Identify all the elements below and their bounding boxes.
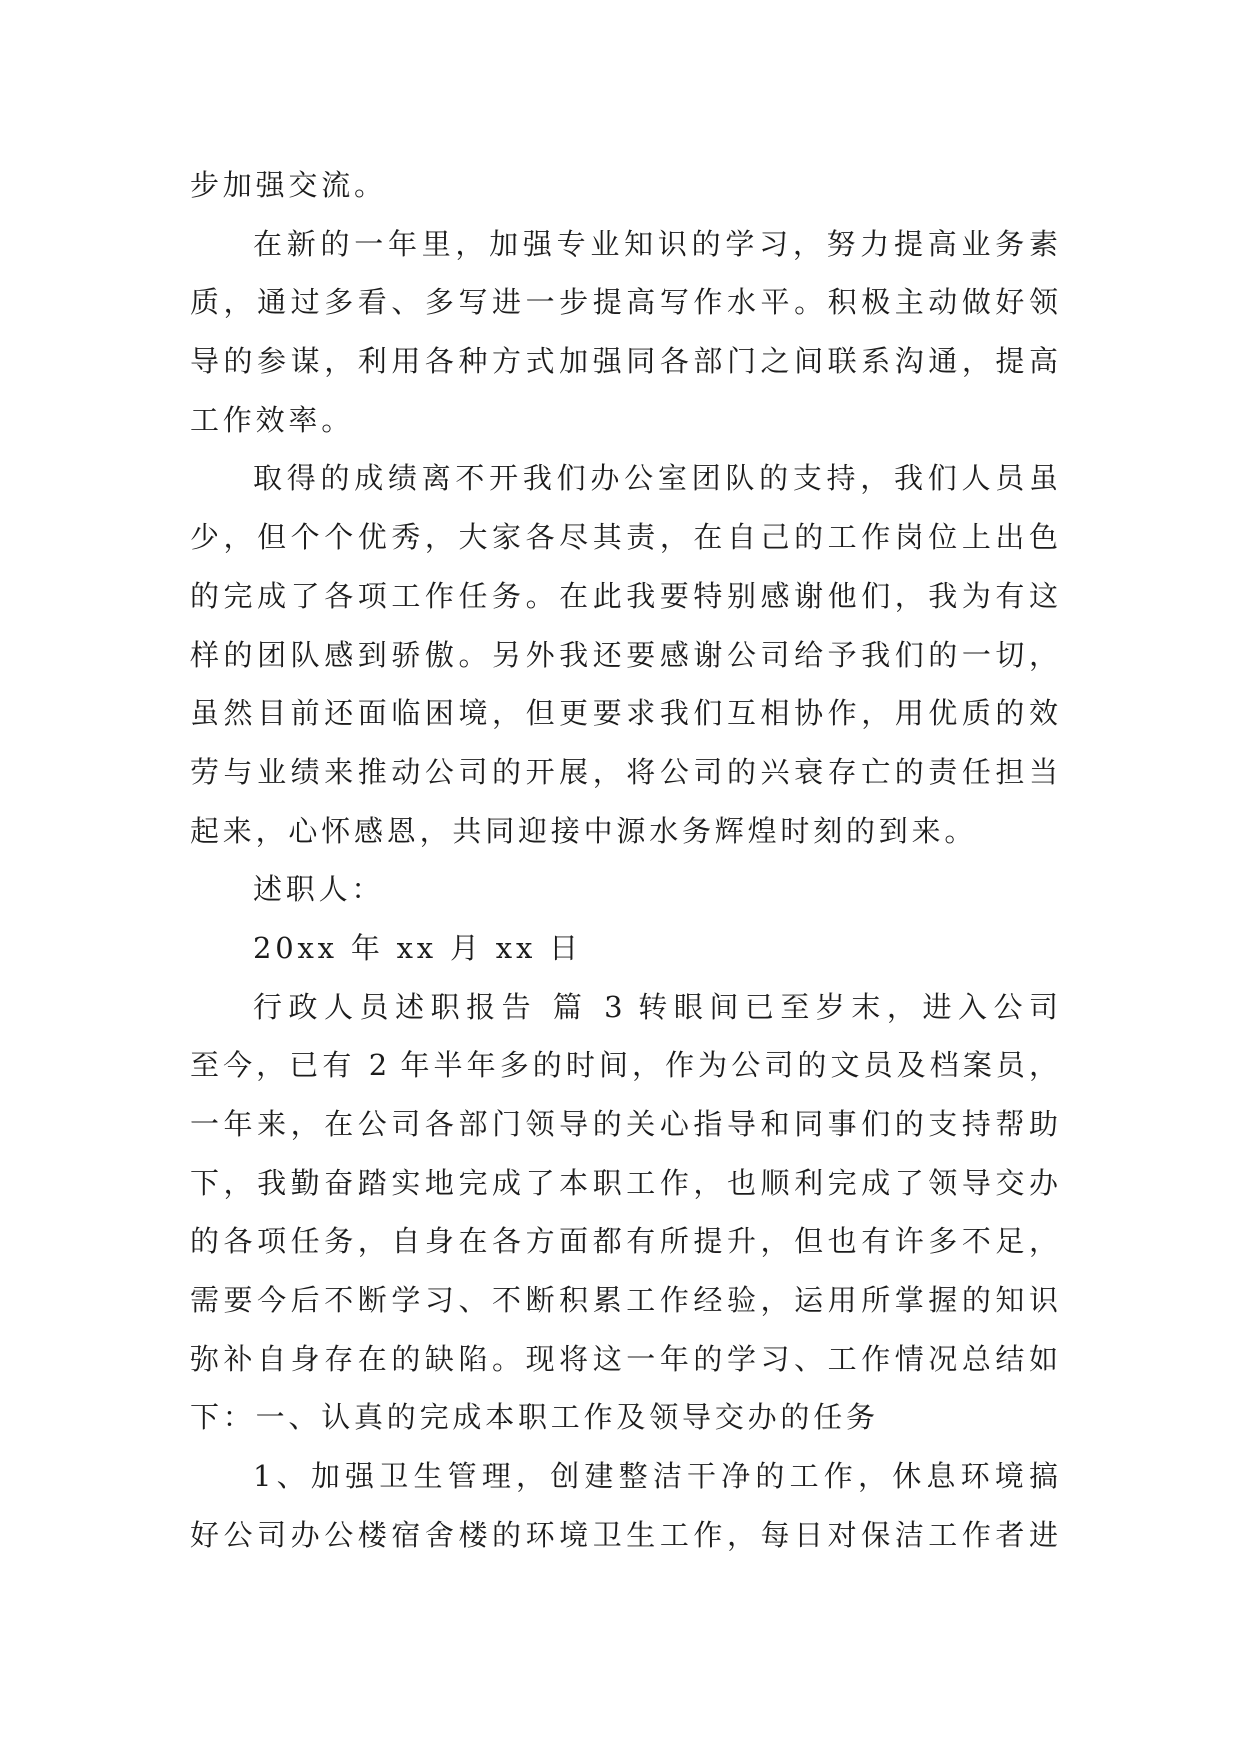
text-line: 样的团队感到骄傲。另外我还要感谢公司给予我们的一切， — [190, 637, 1058, 672]
text-line: 的各项任务，自身在各方面都有所提升，但也有许多不足， — [190, 1224, 1058, 1259]
text-line: 劳与业绩来推动公司的开展，将公司的兴衰存亡的责任担当 — [190, 754, 1058, 789]
date-line: 20xx 年 xx 月 xx 日 — [253, 930, 582, 965]
text-line: 质，通过多看、多写进一步提高写作水平。积极主动做好领 — [190, 285, 1058, 320]
text-line: 好公司办公楼宿舍楼的环境卫生工作，每日对保洁工作者进 — [190, 1517, 1058, 1552]
signature-label: 述职人： — [253, 872, 385, 907]
text-line: 弥补自身存在的缺陷。现将这一年的学习、工作情况总结如 — [190, 1341, 1058, 1376]
text-line: 工作效率。 — [190, 402, 355, 437]
text-line: 虽然目前还面临困境，但更要求我们互相协作，用优质的效 — [190, 696, 1058, 731]
text-line: 的完成了各项工作任务。在此我要特别感谢他们，我为有这 — [190, 578, 1058, 613]
text-line: 至今，已有 2 年半年多的时间，作为公司的文员及档案员， — [190, 1048, 1058, 1083]
text-line: 少，但个个优秀，大家各尽其责，在自己的工作岗位上出色 — [190, 520, 1058, 555]
text-line: 1、加强卫生管理，创建整洁干净的工作，休息环境搞 — [253, 1459, 1058, 1494]
text-line: 步加强交流。 — [190, 168, 387, 202]
text-line: 在新的一年里，加强专业知识的学习，努力提高业务素 — [253, 226, 1058, 261]
text-line: 下，我勤奋踏实地完成了本职工作，也顺利完成了领导交办 — [190, 1165, 1058, 1200]
section-heading-line: 行政人员述职报告 篇 3 转眼间已至岁末，进入公司 — [253, 989, 1058, 1024]
document-body — [190, 156, 1058, 1565]
text-line: 起来，心怀感恩，共同迎接中源水务辉煌时刻的到来。 — [190, 813, 978, 848]
text-line: 下：一、认真的完成本职工作及领导交办的任务 — [190, 1400, 879, 1435]
text-line: 一年来，在公司各部门领导的关心指导和同事们的支持帮助 — [190, 1107, 1058, 1141]
text-line: 导的参谋，利用各种方式加强同各部门之间联系沟通，提高 — [190, 344, 1058, 379]
text-line: 取得的成绩离不开我们办公室团队的支持，我们人员虽 — [253, 461, 1058, 496]
text-line: 需要今后不断学习、不断积累工作经验，运用所掌握的知识 — [190, 1283, 1058, 1318]
